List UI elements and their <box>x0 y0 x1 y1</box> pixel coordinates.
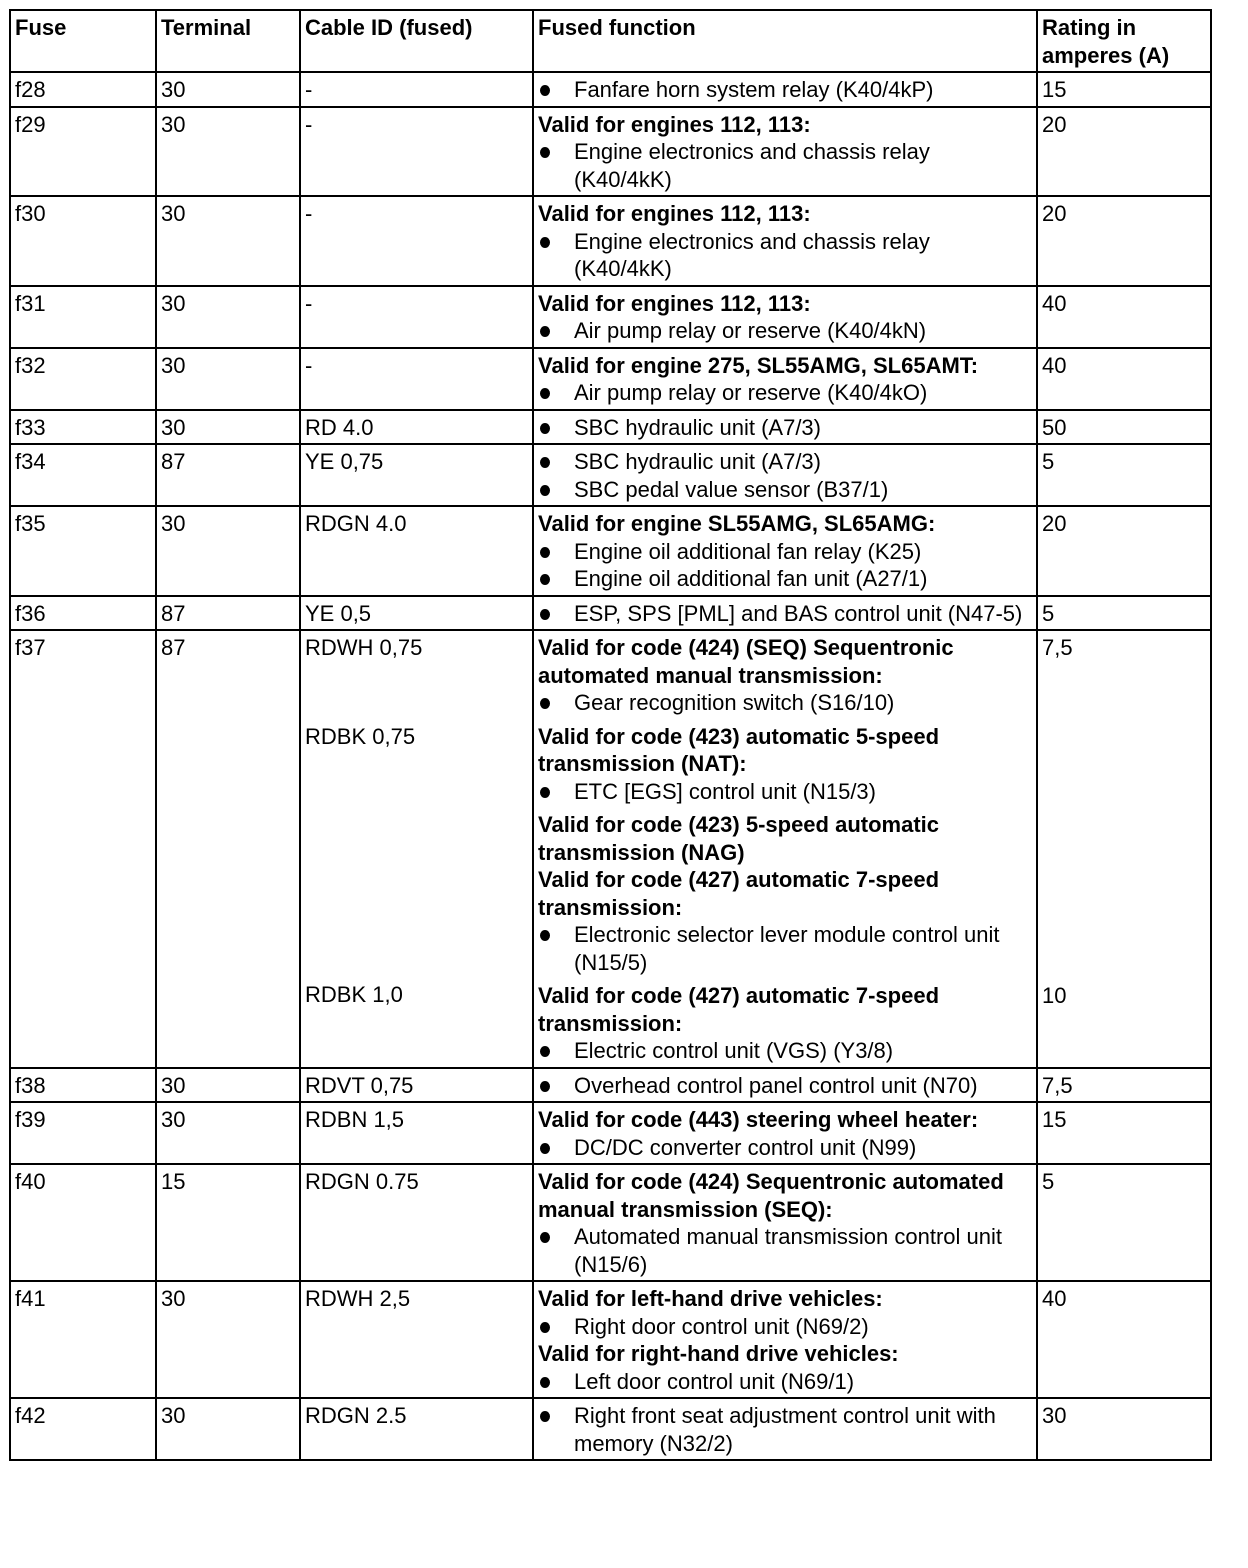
cable-id-cell: RDGN 2.5 <box>300 1398 533 1460</box>
bullet-item: Engine electronics and chassis relay (K40/4kK) <box>538 228 1032 283</box>
function-block <box>538 811 1032 976</box>
cable-id-cell: - <box>300 107 533 197</box>
bullet-item: Electric control unit (VGS) (Y3/8) <box>538 1037 1032 1065</box>
bullet-item: Air pump relay or reserve (K40/4kO) <box>538 379 1032 407</box>
bullet-item: SBC hydraulic unit (A7/3) <box>538 448 1032 476</box>
header-row <box>10 10 1211 72</box>
function-block <box>538 200 1032 283</box>
terminal-cell: 30 <box>156 1102 300 1164</box>
fused-function-cell <box>533 1281 1037 1398</box>
validity-heading: Valid for code (424) Sequentronic automated manual transmission (SEQ): <box>538 1169 1004 1222</box>
terminal-cell: 30 <box>156 1068 300 1103</box>
validity-heading: Valid for code (423) automatic 5-speed transmission (NAT): <box>538 723 940 776</box>
header-terminal: Terminal <box>156 10 300 72</box>
function-block <box>538 634 1032 717</box>
rating-cell: 40 <box>1037 348 1211 410</box>
rating-cell: 50 <box>1037 410 1211 445</box>
fused-function-cell <box>533 1068 1037 1103</box>
table-row <box>10 596 1211 631</box>
function-block <box>538 1168 1032 1278</box>
cable-id-value: RDWH 0,75 <box>305 635 423 660</box>
rating-cell: 5 <box>1037 1164 1211 1281</box>
table-row <box>10 410 1211 445</box>
bullet-item: Overhead control panel control unit (N70) <box>538 1072 1032 1100</box>
function-block <box>538 352 1032 407</box>
fuse-cell: f40 <box>10 1164 156 1281</box>
bullet-item: Engine electronics and chassis relay (K40/4kK) <box>538 138 1032 193</box>
bullet-item: ESP, SPS [PML] and BAS control unit (N47-5) <box>538 600 1032 628</box>
table-row <box>10 348 1211 410</box>
table-row <box>10 1102 1211 1164</box>
fused-function-cell <box>533 286 1037 348</box>
bullet-item: Gear recognition switch (S16/10) <box>538 689 1032 717</box>
fused-function-cell <box>533 72 1037 107</box>
validity-heading: Valid for code (427) automatic 7-speed transmission: <box>538 867 940 920</box>
fuse-table <box>9 9 1212 1461</box>
function-block <box>538 510 1032 593</box>
rating-cell: 20 <box>1037 196 1211 286</box>
cable-id-cell: YE 0,5 <box>300 596 533 631</box>
rating-cell: 15 <box>1037 72 1211 107</box>
rating-cell: 40 <box>1037 286 1211 348</box>
bullet-item: Fanfare horn system relay (K40/4kP) <box>538 76 1032 104</box>
terminal-cell: 30 <box>156 1281 300 1398</box>
fuse-cell: f38 <box>10 1068 156 1103</box>
cable-id-cell: RDVT 0,75 <box>300 1068 533 1103</box>
terminal-cell: 87 <box>156 630 300 1068</box>
table-row <box>10 1068 1211 1103</box>
rating-cell <box>1037 630 1211 1068</box>
bullet-item: Right front seat adjustment control unit with memory (N32/2) <box>538 1402 1032 1457</box>
table-row <box>10 1281 1211 1398</box>
terminal-cell: 30 <box>156 196 300 286</box>
terminal-cell: 15 <box>156 1164 300 1281</box>
bullet-item: Automated manual transmission control unit (N15/6) <box>538 1223 1032 1278</box>
fuse-cell: f30 <box>10 196 156 286</box>
function-block <box>538 1072 1032 1100</box>
fused-function-cell <box>533 596 1037 631</box>
function-block <box>538 982 1032 1065</box>
table-row <box>10 72 1211 107</box>
fuse-cell: f41 <box>10 1281 156 1398</box>
table-row <box>10 506 1211 596</box>
bullet-item: Right door control unit (N69/2) <box>538 1313 1032 1341</box>
fused-function-cell <box>533 107 1037 197</box>
fuse-cell: f32 <box>10 348 156 410</box>
validity-heading: Valid for engine SL55AMG, SL65AMG: <box>538 511 936 536</box>
fuse-cell: f28 <box>10 72 156 107</box>
terminal-cell: 30 <box>156 72 300 107</box>
fuse-cell: f31 <box>10 286 156 348</box>
header-fused-function: Fused function <box>533 10 1037 72</box>
fuse-cell: f37 <box>10 630 156 1068</box>
cable-id-cell: - <box>300 286 533 348</box>
fuse-cell: f39 <box>10 1102 156 1164</box>
fuse-cell: f34 <box>10 444 156 506</box>
validity-heading: Valid for code (443) steering wheel heater: <box>538 1107 979 1132</box>
bullet-item: Left door control unit (N69/1) <box>538 1368 1032 1396</box>
validity-heading: Valid for code (427) automatic 7-speed transmission: <box>538 983 940 1036</box>
table-row <box>10 1164 1211 1281</box>
cable-id-cell: YE 0,75 <box>300 444 533 506</box>
cable-id-cell: RDGN 0.75 <box>300 1164 533 1281</box>
table-row <box>10 1398 1211 1460</box>
cable-id-value: RDBK 0,75 <box>305 723 416 749</box>
table-body <box>10 72 1211 1460</box>
validity-heading: Valid for left-hand drive vehicles: <box>538 1286 883 1311</box>
cable-id-cell: - <box>300 72 533 107</box>
header-cable-id: Cable ID (fused) <box>300 10 533 72</box>
function-block <box>538 76 1032 104</box>
rating-cell: 30 <box>1037 1398 1211 1460</box>
cable-id-value: RDBK 1,0 <box>305 982 403 1007</box>
terminal-cell: 30 <box>156 107 300 197</box>
bullet-item: SBC hydraulic unit (A7/3) <box>538 414 1032 442</box>
terminal-cell: 30 <box>156 348 300 410</box>
function-block <box>538 111 1032 194</box>
rating-value: 7,5 <box>1042 635 1073 660</box>
rating-cell: 40 <box>1037 1281 1211 1398</box>
bullet-item: Engine oil additional fan relay (K25) <box>538 538 1032 566</box>
fuse-cell: f33 <box>10 410 156 445</box>
function-block <box>538 1285 1032 1395</box>
fused-function-cell <box>533 196 1037 286</box>
table-row <box>10 630 1211 1068</box>
table-row <box>10 196 1211 286</box>
fused-function-cell <box>533 410 1037 445</box>
validity-heading: Valid for engines 112, 113: <box>538 201 811 226</box>
table-row <box>10 107 1211 197</box>
cable-id-cell: RDWH 2,5 <box>300 1281 533 1398</box>
function-block <box>538 1106 1032 1161</box>
function-block <box>538 600 1032 628</box>
function-block <box>538 414 1032 442</box>
function-block <box>538 723 1032 806</box>
rating-cell: 5 <box>1037 444 1211 506</box>
bullet-item: Engine oil additional fan unit (A27/1) <box>538 565 1032 593</box>
table-row <box>10 286 1211 348</box>
cable-id-cell <box>300 630 533 1068</box>
terminal-cell: 87 <box>156 596 300 631</box>
validity-heading: Valid for engines 112, 113: <box>538 290 811 316</box>
terminal-cell: 30 <box>156 1398 300 1460</box>
bullet-item: ETC [EGS] control unit (N15/3) <box>538 778 1032 806</box>
validity-heading: Valid for code (424) (SEQ) Sequentronic automated manual transmission: <box>538 635 954 688</box>
table-row <box>10 444 1211 506</box>
fuse-cell: f29 <box>10 107 156 197</box>
bullet-item: SBC pedal value sensor (B37/1) <box>538 476 1032 504</box>
cable-id-cell: - <box>300 348 533 410</box>
fused-function-cell <box>533 506 1037 596</box>
rating-cell: 20 <box>1037 506 1211 596</box>
rating-cell: 20 <box>1037 107 1211 197</box>
bullet-item: Electronic selector lever module control unit (N15/5) <box>538 921 1032 976</box>
bullet-item: Air pump relay or reserve (K40/4kN) <box>538 317 1032 345</box>
validity-heading: Valid for engine 275, SL55AMG, SL65AMT: <box>538 352 979 378</box>
fused-function-cell <box>533 630 1037 1068</box>
rating-cell: 15 <box>1037 1102 1211 1164</box>
rating-value: 10 <box>1042 982 1067 1008</box>
function-block <box>538 448 1032 503</box>
rating-cell: 7,5 <box>1037 1068 1211 1103</box>
validity-heading: Valid for right-hand drive vehicles: <box>538 1341 899 1366</box>
cable-id-cell: RDBN 1,5 <box>300 1102 533 1164</box>
cable-id-cell: RDGN 4.0 <box>300 506 533 596</box>
rating-cell: 5 <box>1037 596 1211 631</box>
fused-function-cell <box>533 1398 1037 1460</box>
validity-heading: Valid for code (423) 5-speed automatic transmission (NAG) <box>538 812 940 865</box>
terminal-cell: 30 <box>156 286 300 348</box>
fused-function-cell <box>533 348 1037 410</box>
fuse-cell: f35 <box>10 506 156 596</box>
header-fuse: Fuse <box>10 10 156 72</box>
cable-id-cell: RD 4.0 <box>300 410 533 445</box>
header-rating: Rating in amperes (A) <box>1037 10 1211 72</box>
fused-function-cell <box>533 1164 1037 1281</box>
validity-heading: Valid for engines 112, 113: <box>538 111 811 137</box>
fused-function-cell <box>533 444 1037 506</box>
cable-id-cell: - <box>300 196 533 286</box>
fuse-cell: f36 <box>10 596 156 631</box>
bullet-item: DC/DC converter control unit (N99) <box>538 1134 1032 1162</box>
terminal-cell: 30 <box>156 410 300 445</box>
fused-function-cell <box>533 1102 1037 1164</box>
function-block <box>538 290 1032 345</box>
terminal-cell: 30 <box>156 506 300 596</box>
fuse-cell: f42 <box>10 1398 156 1460</box>
function-block <box>538 1402 1032 1457</box>
terminal-cell: 87 <box>156 444 300 506</box>
